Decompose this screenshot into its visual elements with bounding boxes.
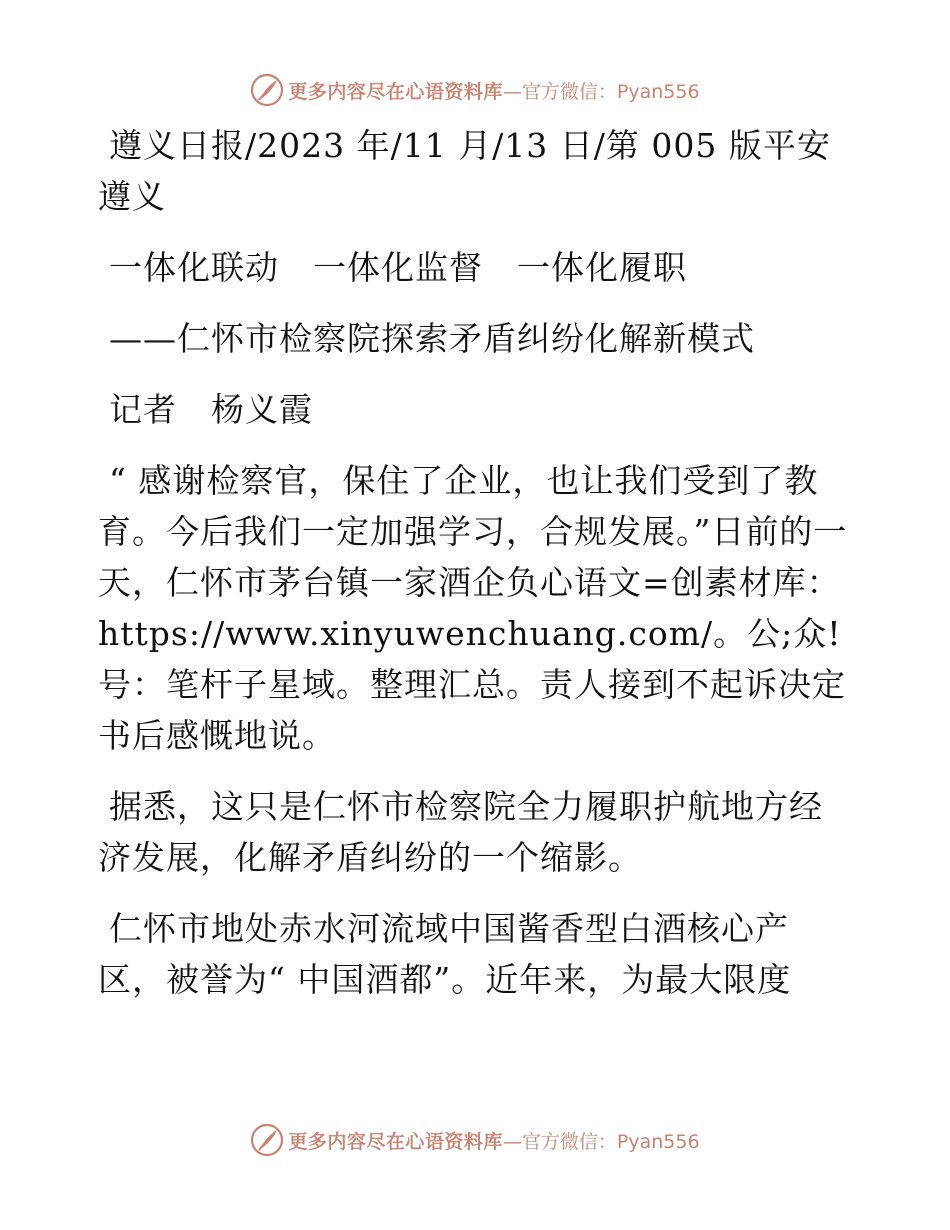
footer-watermark-banner <box>0 1120 950 1160</box>
feather-pen-logo-icon <box>250 73 284 107</box>
article-subheadline: ——仁怀市检察院探索矛盾纠纷化解新模式 <box>109 319 755 358</box>
article-body <box>98 120 853 1005</box>
article-headline: 一体化联动 一体化监督 一体化履职 <box>109 248 687 287</box>
article-byline: 记者 杨义霞 <box>109 390 313 429</box>
article-paragraph: “ 感谢检察官，保住了企业，也让我们受到了教育。今后我们一定加强学习，合规发展。”日前的一天，仁怀市茅台镇一家酒企负心语文=创素材库：https://www.xinyuwenchuang.com/。公;众!号：笔杆子星域。整理汇总。责人接到不起诉决定书后感慨地说。 <box>98 461 848 755</box>
banner-contact-text: —官方微信：Pyan556 <box>502 1130 700 1153</box>
banner-promo-text: 更多内容尽在心语资料库 <box>288 1130 503 1153</box>
banner-promo-text: 更多内容尽在心语资料库 <box>288 80 503 103</box>
source-line: 遵义日报/2023 年/11 月/13 日/第 005 版平安遵义 <box>98 126 831 216</box>
header-watermark-banner <box>0 70 950 110</box>
article-paragraph: 据悉，这只是仁怀市检察院全力履职护航地方经济发展，化解矛盾纠纷的一个缩影。 <box>98 787 823 877</box>
feather-pen-logo-icon <box>250 1123 284 1157</box>
banner-contact-text: —官方微信：Pyan556 <box>502 80 700 103</box>
article-paragraph: 仁怀市地处赤水河流域中国酱香型白酒核心产区，被誉为“ 中国酒都”。近年来，为最大限度 <box>98 909 792 999</box>
